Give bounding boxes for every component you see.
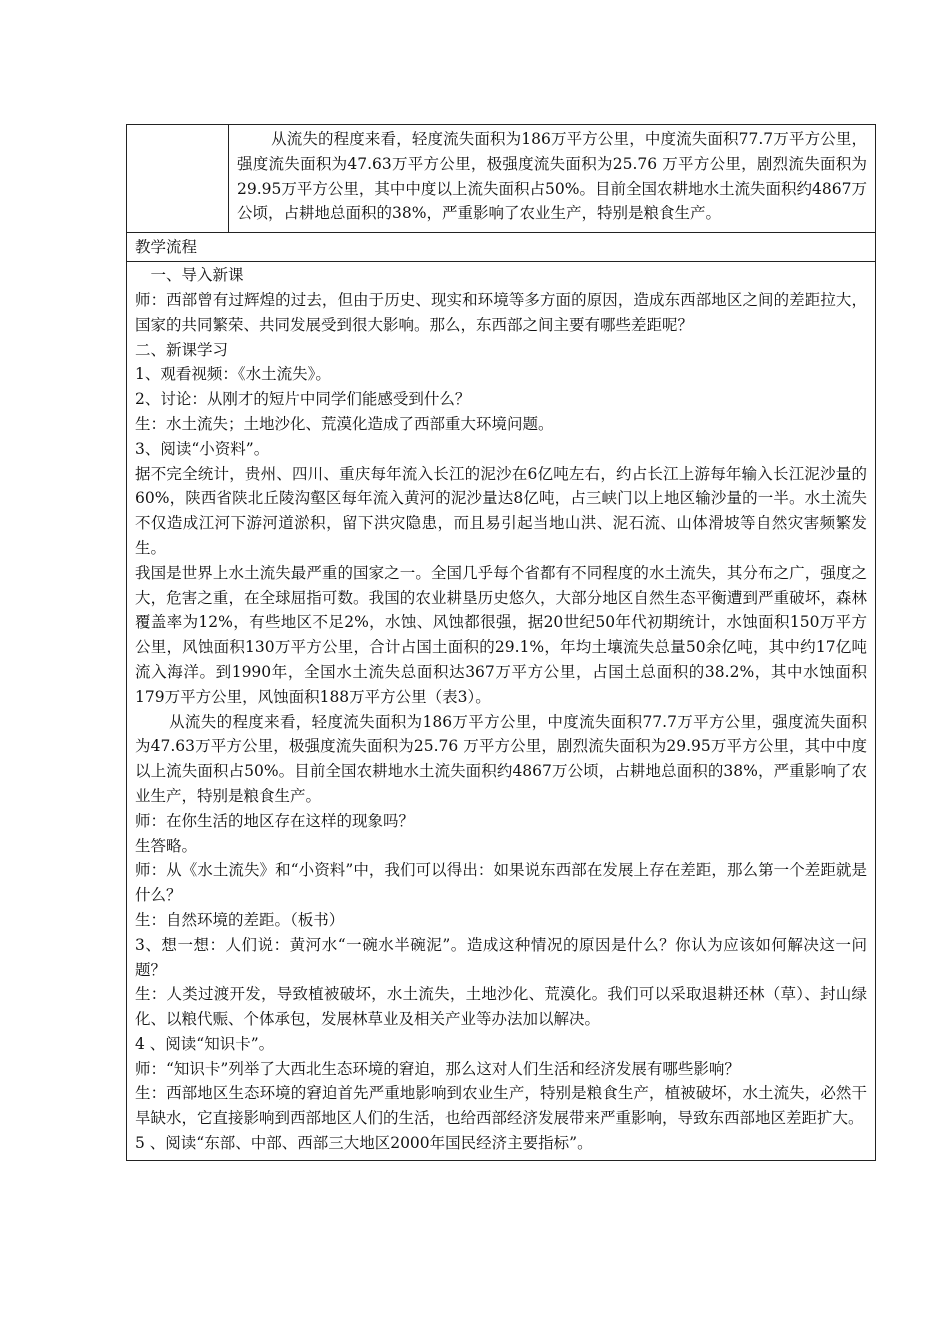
section-header: 教学流程 — [127, 233, 875, 262]
table-cell-top — [229, 125, 875, 232]
paragraph: 师：西部曾有过辉煌的过去，但由于历史、现实和环境等多方面的原因，造成东西部地区之间的差距拉大，国家的共同繁荣、共同发展受到很大影响。那么，东西部之间主要有哪些差距呢？ — [135, 290, 867, 334]
paragraph: 生：西部地区生态环境的窘迫首先严重地影响到农业生产，特别是粮食生产，植被破坏，水土流失，必然干旱缺水，它直接影响到西部地区人们的生活，也给西部经济发展带来严重影响，导致东西部地区差距扩大。 — [135, 1084, 867, 1128]
heading-intro: 一、导入新课 — [150, 266, 244, 285]
paragraph: 3、阅读“小资料”。 — [135, 439, 270, 458]
paragraph: 4 、阅读“知识卡”。 — [135, 1034, 275, 1053]
paragraph: 我国是世界上水土流失最严重的国家之一。全国几乎每个省都有不同程度的水土流失，其分布之广，强度之大，危害之重，在全球屈指可数。我国的农业耕垦历史悠久，大部分地区自然生态平衡遭到严重破坏，森林覆盖率为12%，有些地区不足2%，水蚀、风蚀都很强，据20世纪50年代初期统计，水蚀面积150万平方公里，风蚀面积130万平方公里，合计占国土面积的29.1%，年均土壤流失总量50余亿吨，其中约17亿吨流入海洋。到1990年，全国水土流失总面积达367万平方公里，占国土总面积的38.2%，其中水蚀面积179万平方公里，风蚀面积188万平方公里（表3）。 — [135, 563, 867, 706]
paragraph: 1、观看视频：《水土流失》。 — [135, 365, 331, 384]
table-row-top — [127, 125, 875, 233]
paragraph: 生：人类过渡开发，导致植被破坏，水土流失，土地沙化、荒漠化。我们可以采取退耕还林（草）、封山绿化、以粮代赈、个体承包，发展林草业及相关产业等办法加以解决。 — [135, 985, 867, 1029]
paragraph: 生答略。 — [135, 836, 198, 855]
paragraph: 师：“知识卡”列举了大西北生态环境的窘迫，那么这对人们生活和经济发展有哪些影响？ — [135, 1059, 740, 1078]
paragraph: 据不完全统计，贵州、四川、重庆每年流入长江的泥沙在6亿吨左右，约占长江上游每年输入长江泥沙量的60%，陕西省陕北丘陵沟壑区每年流入黄河的泥沙量达8亿吨，占三峡门以上地区输沙量的一半。水土流失不仅造成江河下游河道淤积，留下洪灾隐患，而且易引起当地山洪、泥石流、山体滑坡等自然灾害频繁发生。 — [135, 464, 867, 557]
teaching-flow-body — [127, 262, 875, 1160]
paragraph: 5 、阅读“东部、中部、西部三大地区2000年国民经济主要指标”。 — [135, 1134, 593, 1153]
paragraph: 生：自然环境的差距。（板书） — [135, 910, 345, 929]
heading-new-lesson: 二、新课学习 — [135, 340, 229, 359]
paragraph: 生：水土流失；土地沙化、荒漠化造成了西部重大环境问题。 — [135, 414, 554, 433]
paragraph: 3、想一想：人们说：黄河水“一碗水半碗泥”。造成这种情况的原因是什么？你认为应该如何解决这一问题？ — [135, 935, 867, 979]
paragraph: 从流失的程度来看，轻度流失面积为186万平方公里，中度流失面积77.7万平方公里，强度流失面积为47.63万平方公里，极强度流失面积为25.76 万平方公里，剧烈流失面积为29.95万平方公里，其中中度以上流失面积占50%。目前全国农耕地水土流失面积约4867万公顷，占耕地总面积的38%，严重影响了农业生产，特别是粮食生产。 — [135, 712, 867, 805]
table-cell-empty — [127, 125, 229, 232]
top-cell-paragraph: 从流失的程度来看，轻度流失面积为186万平方公里，中度流失面积77.7万平方公里，强度流失面积为47.63万平方公里，极强度流失面积为25.76 万平方公里，剧烈流失面积为29.95万平方公里，其中中度以上流失面积占50%。目前全国农耕地水土流失面积约4867万公顷，占耕地总面积的38%，严重影响了农业生产，特别是粮食生产。 — [237, 130, 867, 223]
paragraph: 2、讨论：从刚才的短片中同学们能感受到什么？ — [135, 390, 471, 409]
lesson-table — [126, 124, 876, 1161]
paragraph: 师：从《水土流失》和“小资料”中，我们可以得出：如果说东西部在发展上存在差距，那么第一个差距就是什么？ — [135, 861, 867, 905]
paragraph: 师：在你生活的地区存在这样的现象吗？ — [135, 811, 415, 830]
